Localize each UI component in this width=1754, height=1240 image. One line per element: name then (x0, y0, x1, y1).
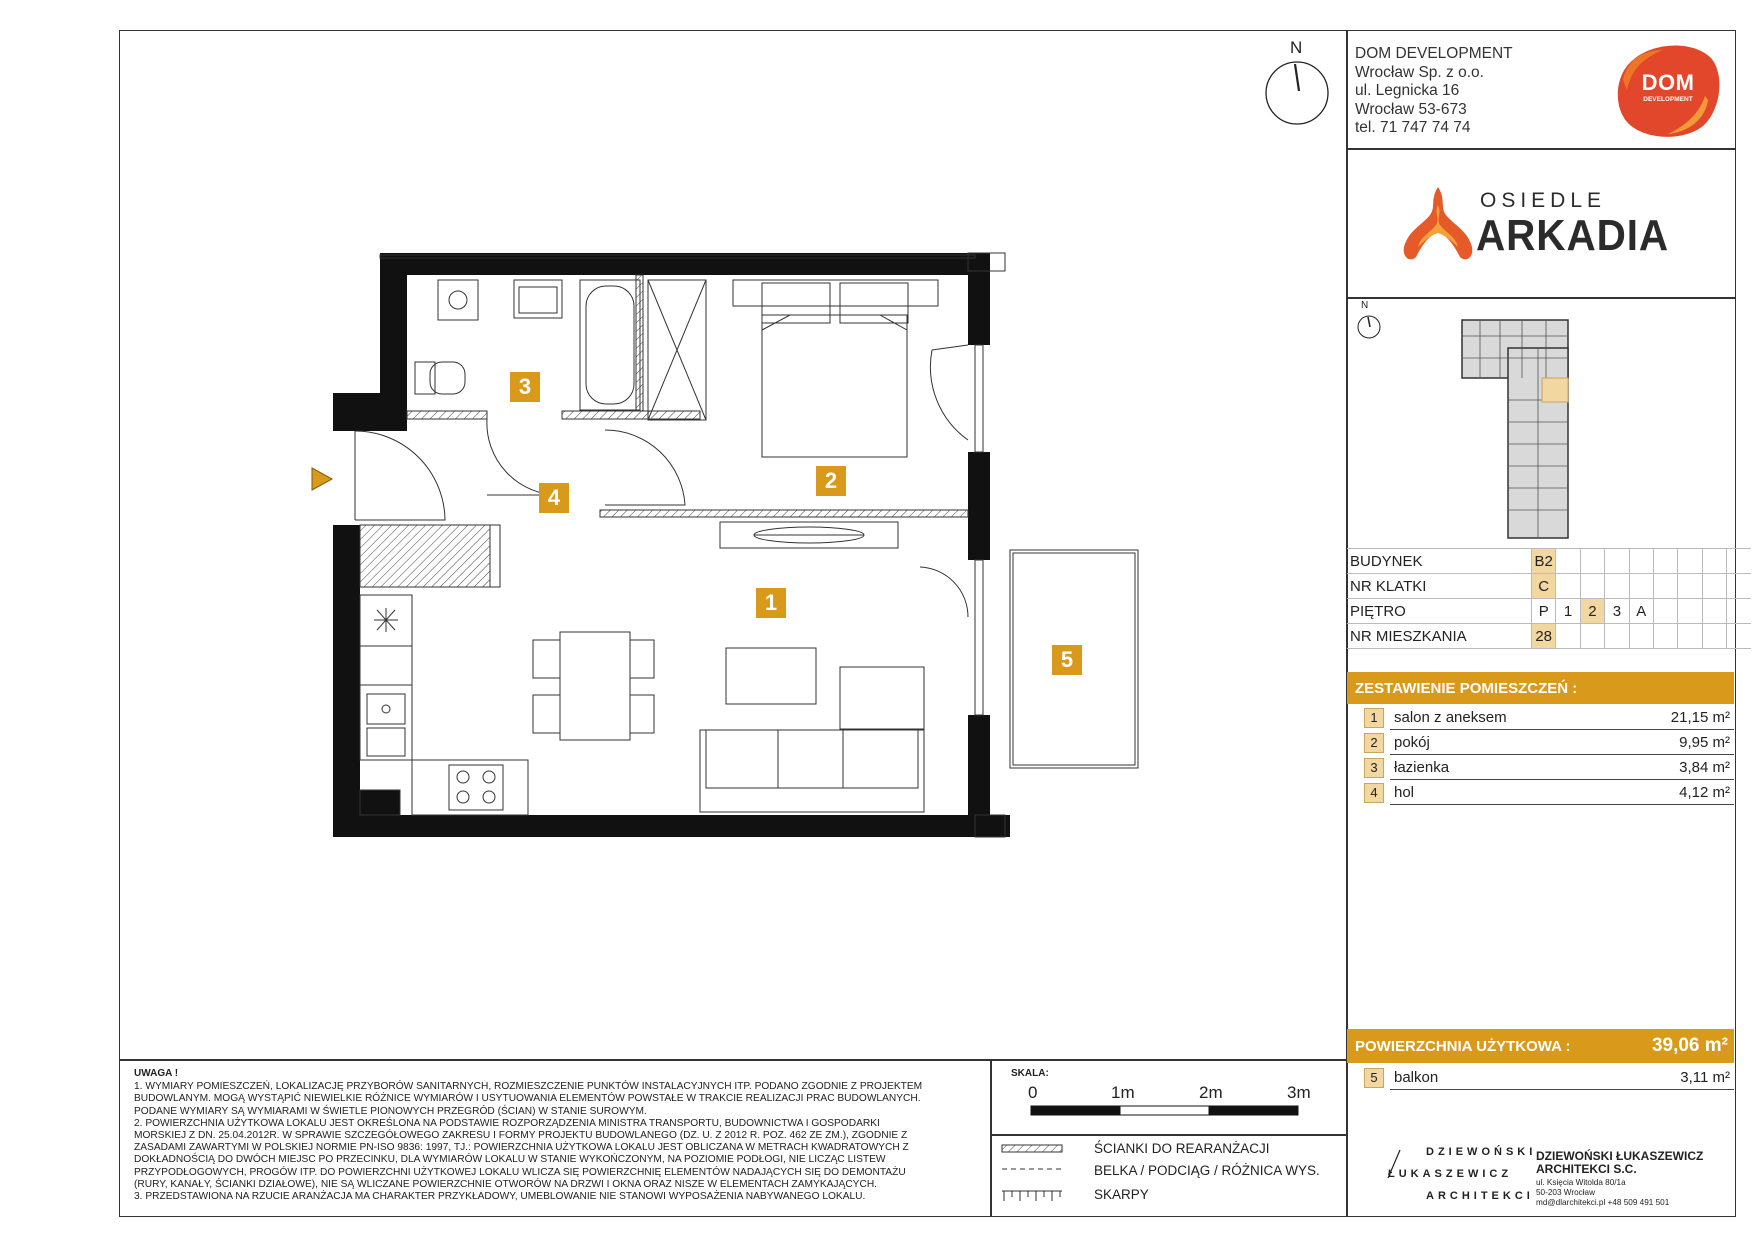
info-cell (1605, 549, 1629, 574)
key-plan-north-label: N (1361, 300, 1369, 311)
architect-address-line: ul. Księcia Witolda 80/1a (1536, 1178, 1626, 1187)
info-label: NR MIESZKANIA (1347, 624, 1532, 649)
info-cell (1727, 624, 1751, 649)
key-plan-drawing (1350, 310, 1600, 540)
info-cell (1702, 574, 1726, 599)
plan-label-hol: 4 (539, 483, 569, 513)
scale-label: SKALA: (1011, 1068, 1049, 1079)
info-cell: A (1629, 599, 1653, 624)
info-cell (1678, 624, 1702, 649)
scale-bar (1030, 1105, 1305, 1117)
info-cell (1702, 624, 1726, 649)
note-line: MORSKIEJ Z DN. 25.04.2012R. W SPRAWIE SZCZEGÓŁOWEGO ZAKRESU I FORMY PROJEKTU BUDOWLANEGO (DZ. U. Z 2012 R. POZ. 462 ZE ZM.), ZGODNIE Z (134, 1130, 908, 1142)
room-area: 21,15 m² (1670, 709, 1730, 726)
room-underline (1390, 779, 1734, 780)
info-cell (1702, 549, 1726, 574)
project-name-big: ARKADIA (1476, 211, 1670, 260)
rooms-header-text: ZESTAWIENIE POMIESZCZEŃ : (1355, 680, 1578, 697)
architect-mark-line: ARCHITEKCI (1426, 1190, 1534, 1202)
rooms-header (1347, 672, 1734, 704)
divider-scale-legend (990, 1134, 1346, 1136)
note-line: (RURY, KANAŁY, ŚCIANKI DZIAŁOWE), NIE SĄ WLICZANE POWIERZCHNIE OTWORÓW NA DRZWI I OKNA ORAZ NISZE W ELEMENTACH ZAMYKAJĄCYCH. (134, 1178, 878, 1190)
info-cell (1653, 574, 1677, 599)
compass-icon (1262, 58, 1332, 128)
room-name: pokój (1394, 734, 1430, 751)
room-underline (1390, 754, 1734, 755)
north-compass (1262, 38, 1332, 128)
company-line: tel. 71 747 74 74 (1355, 119, 1471, 136)
note-line: ZASADAMI ZAWARTYMI W POLSKIEJ NORMIE PN-ISO 9836: 1997, TJ.: POWIERZCHNIA UŻYTKOWA LOKALU JEST OBLICZANA W METRACH KWADRATOWYCH Z (134, 1142, 909, 1154)
living-furniture (533, 522, 924, 812)
room-name: łazienka (1394, 759, 1450, 776)
architect-mark-line: ŁUKASZEWICZ (1388, 1168, 1513, 1180)
total-area-label: POWIERZCHNIA UŻYTKOWA : (1355, 1038, 1571, 1055)
room-row (1347, 706, 1734, 730)
info-cell: C (1532, 574, 1556, 599)
info-cell (1556, 624, 1580, 649)
total-area-bar (1347, 1029, 1734, 1063)
note-line: PODANE WYMIARY SĄ WYMIARAMI W ŚWIETLE PIONOWYCH PRZEGRÓD (ŚCIAN) W STANIE SUROWYM. (134, 1105, 647, 1117)
info-cell: 3 (1605, 599, 1629, 624)
room-number: 5 (1364, 1068, 1384, 1088)
room-area: 4,12 m² (1679, 784, 1730, 801)
room-area: 3,84 m² (1679, 759, 1730, 776)
info-row-nr-klatki (1347, 574, 1751, 599)
architect-mark-line: DZIEWOŃSKI (1426, 1146, 1537, 1158)
notes-title: UWAGA ! (134, 1068, 179, 1079)
logo-text: DOM (1641, 70, 1695, 95)
info-cell (1653, 599, 1677, 624)
info-cell: B2 (1532, 549, 1556, 574)
info-cell (1678, 574, 1702, 599)
plan-label-salon: 1 (756, 588, 786, 618)
room-name: balkon (1394, 1069, 1439, 1086)
room-row (1347, 781, 1734, 805)
escarpment-icon (1002, 1191, 1062, 1201)
dom-development-logo (1613, 40, 1723, 140)
company-info (1355, 45, 1513, 138)
architect-name-line: ARCHITEKCI S.C. (1536, 1162, 1637, 1176)
logo-subtext: DEVELOPMENT (1643, 96, 1693, 103)
note-line: 2. POWIERZCHNIA UŻYTKOWA LOKALU JEST OKREŚLONA NA PODSTAWIE ROZPORZĄDZENIA MINISTRA TRANSPORTU, BUDOWNICTWA I GOSPODARKI (134, 1117, 880, 1129)
room-underline (1390, 729, 1734, 730)
info-cell (1580, 574, 1604, 599)
architect-name (1536, 1150, 1703, 1176)
scale-tick-label: 0 (1028, 1083, 1038, 1102)
legend-text: SKARPY (1094, 1187, 1149, 1202)
project-name-small: OSIEDLE (1480, 189, 1607, 212)
info-cell (1580, 624, 1604, 649)
info-row-budynek (1347, 549, 1751, 574)
divider-notes-top (119, 1059, 1346, 1061)
apartment-info-table (1347, 548, 1751, 649)
room-area: 3,11 m² (1680, 1069, 1730, 1086)
info-cell (1629, 549, 1653, 574)
info-cell (1629, 624, 1653, 649)
room-number: 2 (1364, 733, 1384, 753)
entrance-arrow-icon (312, 468, 332, 490)
hatch-icon (1002, 1145, 1062, 1152)
architect-name-line: DZIEWOŃSKI ŁUKASZEWICZ (1536, 1149, 1704, 1163)
note-line: PRZYPODŁOGOWYCH, PROGÓW ITP. DO POWIERZCHNI UŻYTKOWEJ LOKALU WLICZA SIĘ POWIERZCHNIĘ ELEMENTÓW NADAJĄCYCH SIĘ DO DEMONTAŻU (134, 1166, 906, 1178)
plan-label-lazienka: 3 (510, 372, 540, 402)
info-cell (1702, 599, 1726, 624)
info-cell: P (1532, 599, 1556, 624)
legend-icons (1000, 1143, 1070, 1207)
architect-contact-line: md@dlarchitekci.pl +48 509 491 501 (1536, 1198, 1670, 1207)
info-label: NR KLATKI (1347, 574, 1532, 599)
info-cell (1678, 549, 1702, 574)
info-cell (1678, 599, 1702, 624)
room-number: 1 (1364, 708, 1384, 728)
room-number: 4 (1364, 783, 1384, 803)
scale-tick-label: 1m (1111, 1083, 1135, 1102)
legend-text: ŚCIANKI DO REARANŻACJI (1094, 1141, 1270, 1156)
note-line: DOKŁADNOŚCIĄ DO DWÓCH MIEJSC PO PRZECINKU, DLA WYMIARÓW LOKALU W STANIE WYKOŃCZONYM, NA POZIOMIE PODŁOGI, NIE LICZĄC LISTEW (134, 1154, 886, 1166)
note-line: 1. WYMIARY POMIESZCZEŃ, LOKALIZACJĘ PRZYBORÓW SANITARNYCH, ROZMIESZCZENIE PUNKTÓW INSTALACYJNYCH ITP. PODANO ZGODNIE Z PROJEKTEM (134, 1081, 923, 1093)
note-line: BUDOWLANYM. MOGĄ WYSTĄPIĆ NIEWIELKIE RÓŻNICE WYMIARÓW I USYTUOWANIA ELEMENTÓW POWSTAŁE W TRAKCIE REALIZACJI PRAC BUDOWLANYCH. (134, 1093, 921, 1105)
info-label: BUDYNEK (1347, 549, 1532, 574)
info-cell (1580, 549, 1604, 574)
balcony-row (1347, 1066, 1734, 1090)
divider-under-company (1346, 148, 1736, 150)
arkadia-flame-icon (1400, 185, 1476, 265)
bed (733, 280, 938, 457)
room-row (1347, 731, 1734, 755)
note-line: 3. PRZEDSTAWIONA NA RZUCIE ARANŻACJA MA CHARAKTER PRZYKŁADOWY, UMEBLOWANIE NIE STANOWI WYPOSAŻENIA NABYWANEGO LOKALU. (134, 1191, 866, 1203)
notes-block (134, 1068, 964, 1203)
room-name: hol (1394, 784, 1415, 801)
info-cell (1556, 549, 1580, 574)
info-cell (1605, 624, 1629, 649)
divider-notes-scale (990, 1059, 992, 1217)
info-cell: 28 (1532, 624, 1556, 649)
info-cell (1629, 574, 1653, 599)
kitchen (360, 595, 528, 815)
total-area-value: 39,06 m² (1651, 1035, 1728, 1056)
architect-mark (1386, 1146, 1537, 1208)
info-cell (1727, 549, 1751, 574)
room-name: salon z aneksem (1394, 709, 1507, 726)
info-cell: 2 (1580, 599, 1604, 624)
interior-walls (360, 275, 968, 587)
info-cell (1727, 599, 1751, 624)
room-underline (1390, 804, 1734, 805)
info-cell (1605, 574, 1629, 599)
info-cell (1556, 574, 1580, 599)
room-row (1347, 756, 1734, 780)
scale-tick-label: 3m (1287, 1083, 1311, 1102)
room-underline (1390, 1089, 1734, 1090)
company-line: Wrocław 53-673 (1355, 100, 1467, 118)
bathroom-fixtures (415, 280, 706, 420)
info-cell (1653, 624, 1677, 649)
company-line: Wrocław Sp. z o.o. (1355, 63, 1484, 81)
company-line: ul. Legnicka 16 (1355, 82, 1460, 99)
scale-tick-label: 2m (1199, 1083, 1223, 1102)
legend-text: BELKA / PODCIĄG / RÓŻNICA WYS. (1094, 1163, 1320, 1178)
plan-label-balkon: 5 (1052, 645, 1082, 675)
info-cell (1653, 549, 1677, 574)
key-plan (1350, 300, 1600, 540)
room-area: 9,95 m² (1679, 734, 1730, 751)
info-cell (1727, 574, 1751, 599)
room-number: 3 (1364, 758, 1384, 778)
plan-label-pokoj: 2 (816, 466, 846, 496)
floor-plan (300, 240, 1150, 840)
info-row-nr-mieszkania (1347, 624, 1751, 649)
company-line: DOM DEVELOPMENT (1355, 45, 1513, 62)
architect-address-line: 50-203 Wrocław (1536, 1188, 1596, 1197)
info-label: PIĘTRO (1347, 599, 1532, 624)
compass-north-label: N (1290, 38, 1303, 57)
info-row-pietro (1347, 599, 1751, 624)
info-cell: 1 (1556, 599, 1580, 624)
divider-under-arkadia (1346, 297, 1736, 299)
